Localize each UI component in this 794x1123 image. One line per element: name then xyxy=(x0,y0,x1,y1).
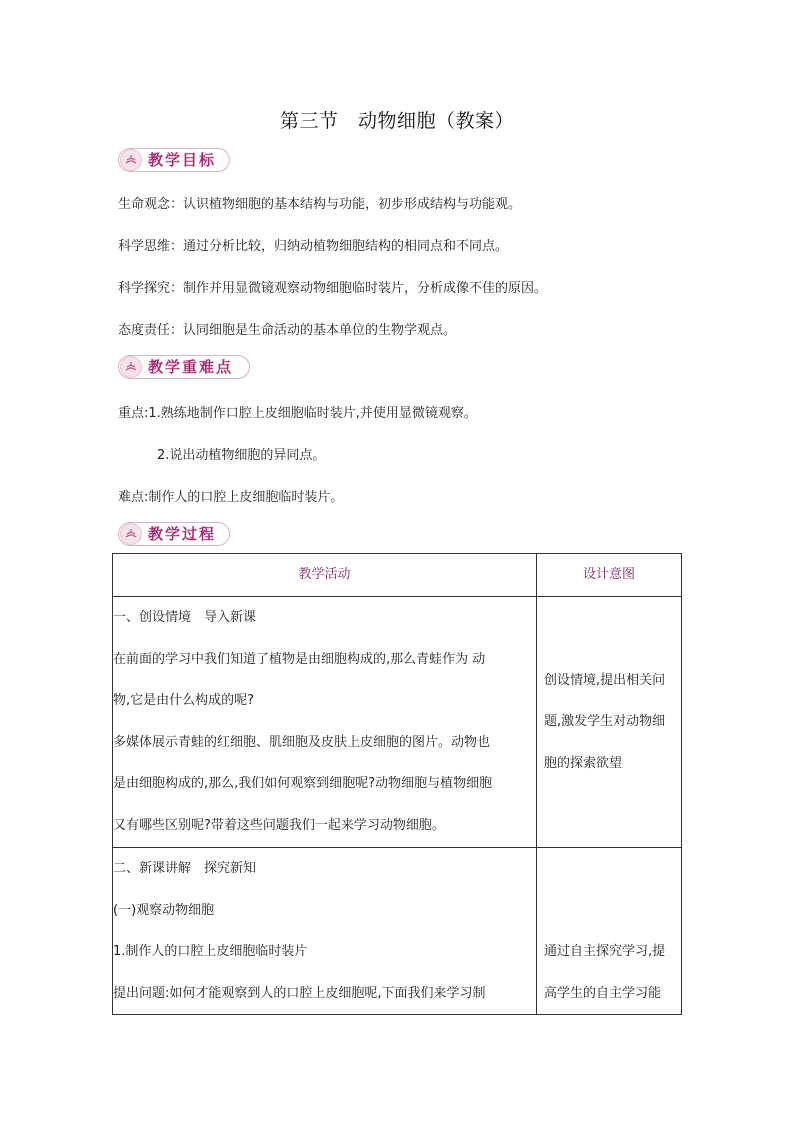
page-title: 第三节 动物细胞（教案） xyxy=(279,110,514,132)
activity-cell xyxy=(113,848,537,1015)
intent-line: 通过自主探究学习,提 xyxy=(544,944,666,959)
intent-cell xyxy=(537,597,682,848)
intent-line: 胞的探索欲望 xyxy=(544,755,623,771)
goal-line: 科学思维：通过分析比较，归纳动植物细胞结构的相同点和不同点。 xyxy=(118,239,509,254)
table-row xyxy=(113,597,682,848)
key-point-2: 2.说出动植物细胞的异同点。 xyxy=(157,448,326,463)
activity-line: (一)观察动物细胞 xyxy=(113,902,215,918)
table-header-row xyxy=(113,554,682,597)
header-activity: 教学活动 xyxy=(113,554,537,597)
section-label-difficulty: 教学重难点 xyxy=(148,358,234,376)
book-icon xyxy=(120,523,142,545)
difficulty-point: 难点:制作人的口腔上皮细胞临时装片。 xyxy=(118,490,344,505)
intent-cell xyxy=(537,848,682,1015)
activity-line: 二、新课讲解 探究新知 xyxy=(113,861,257,876)
book-icon xyxy=(120,356,142,378)
key-point-1: 重点:1.熟练地制作口腔上皮细胞临时装片,并使用显微镜观察。 xyxy=(118,406,477,421)
activity-line: 提出问题:如何才能观察到人的口腔上皮细胞呢,下面我们来学习制 xyxy=(113,985,486,1001)
section-label-goals: 教学目标 xyxy=(148,151,217,169)
activity-cell xyxy=(113,597,537,848)
intent-line: 创设情境,提出相关问 xyxy=(544,672,666,688)
activity-line: 一、创设情境 导入新课 xyxy=(113,610,257,625)
goal-line: 态度责任：认同细胞是生命活动的基本单位的生物学观点。 xyxy=(118,323,457,338)
activity-line: 物,它是由什么构成的呢? xyxy=(113,693,255,708)
header-intent: 设计意图 xyxy=(537,554,682,597)
activity-line: 又有哪些区别呢?带着这些问题我们一起来学习动物细胞。 xyxy=(113,817,445,833)
activity-line: 是由细胞构成的,那么,我们如何观察到细胞呢?动物细胞与植物细胞 xyxy=(113,776,493,791)
section-label-process: 教学过程 xyxy=(148,525,217,543)
intent-line: 高学生的自主学习能 xyxy=(544,985,662,1001)
teaching-process-table xyxy=(112,553,682,1015)
activity-line: 1.制作人的口腔上皮细胞临时装片 xyxy=(113,944,308,959)
goal-line: 生命观念：认识植物细胞的基本结构与功能，初步形成结构与功能观。 xyxy=(118,197,522,212)
table-row xyxy=(113,848,682,1015)
book-icon xyxy=(120,149,142,171)
intent-line: 题,激发学生对动物细 xyxy=(544,714,666,730)
activity-line: 在前面的学习中我们知道了植物是由细胞构成的,那么青蛙作为 动 xyxy=(113,651,486,667)
goal-line: 科学探究：制作并用显微镜观察动物细胞临时装片，分析成像不佳的原因。 xyxy=(118,281,548,296)
activity-line: 多媒体展示青蛙的红细胞、肌细胞及皮肤上皮细胞的图片。动物也 xyxy=(113,734,491,750)
